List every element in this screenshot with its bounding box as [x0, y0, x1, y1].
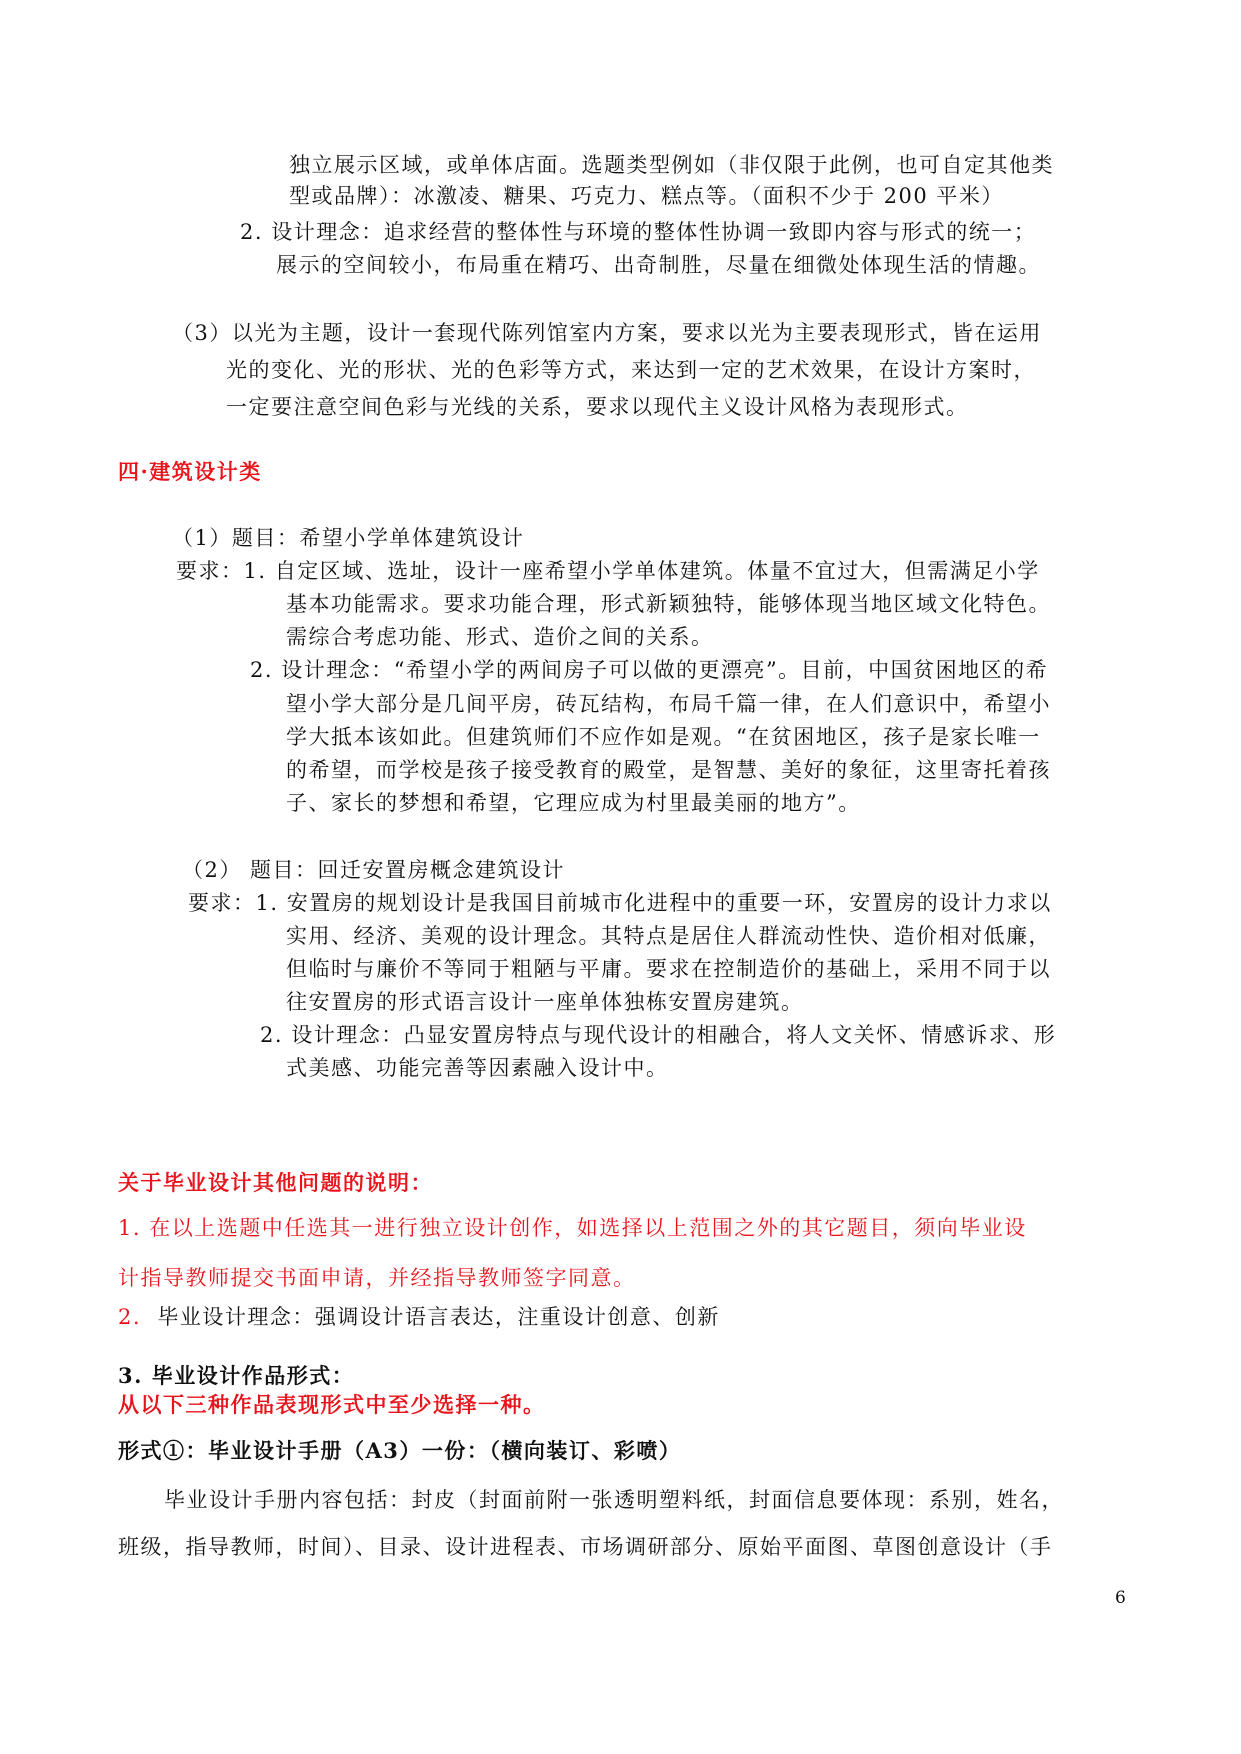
topic3-line-3: 一定要注意空间色彩与光线的关系，要求以现代主义设计风格为表现形式。 — [226, 395, 969, 419]
form-desc-line-1: 毕业设计手册内容包括：封皮（封面前附一张透明塑料纸，封面信息要体现：系别，姓名， — [164, 1488, 1064, 1512]
topic1-req2-line-1: 2. 设计理念：“希望小学的两间房子可以做的更漂亮”。目前，中国贫困地区的希 — [250, 658, 1049, 682]
topic2-req1-line-2: 实用、经济、美观的设计理念。其特点是居住人群流动性快、造价相对低廉， — [286, 924, 1051, 948]
works-form-heading: 3. 毕业设计作品形式： — [118, 1363, 355, 1388]
topic2-req1-line-4: 往安置房的形式语言设计一座单体独栋安置房建筑。 — [286, 990, 804, 1014]
topic1-title: （1）题目：希望小学单体建筑设计 — [172, 526, 525, 550]
page-number: 6 — [1115, 1588, 1126, 1608]
topic2-req2-line-2: 式美感、功能完善等因素融入设计中。 — [286, 1056, 669, 1080]
notes-item2-text: 毕业设计理念：强调设计语言表达，注重设计创意、创新 — [157, 1305, 720, 1329]
topic1-req2-line-4: 的希望，而学校是孩子接受教育的殿堂，是智慧、美好的象征，这里寄托着孩 — [286, 758, 1051, 782]
form-1-title: 形式①：毕业设计手册（A3）一份：（横向装订、彩喷） — [118, 1438, 682, 1463]
topic1-req2-line-3: 学大抵本该如此。但建筑师们不应作如是观。“在贫困地区，孩子是家长唯一 — [286, 725, 1041, 749]
topic2-title: （2） 题目：回迁安置房概念建筑设计 — [182, 858, 566, 882]
topic2-req1-line-3: 但临时与廉价不等同于粗陋与平庸。要求在控制造价的基础上，采用不同于以 — [286, 957, 1051, 981]
design-concept-line-1: 2. 设计理念：追求经营的整体性与环境的整体性协调一致即内容与形式的统一； — [240, 220, 1037, 244]
topic1-req1-line-3: 需综合考虑功能、形式、造价之间的关系。 — [286, 625, 714, 649]
notes-item2-number: 2. — [118, 1305, 142, 1329]
topic2-req2-line-1: 2. 设计理念：凸显安置房特点与现代设计的相融合，将人文关怀、情感诉求、形 — [260, 1023, 1057, 1047]
notes-item1-line-2: 计指导教师提交书面申请，并经指导教师签字同意。 — [118, 1266, 636, 1290]
works-form-subheading: 从以下三种作品表现形式中至少选择一种。 — [118, 1392, 546, 1417]
topic1-req1-line-2: 基本功能需求。要求功能合理，形式新颖独特，能够体现当地区域文化特色。 — [286, 592, 1051, 616]
notes-item1-line-1: 1. 在以上选题中任选其一进行独立设计创作，如选择以上范围之外的其它题目，须向毕业设 — [118, 1216, 1027, 1240]
topic1-req1-line-1: 要求：1. 自定区域、选址，设计一座希望小学单体建筑。体量不宜过大，但需满足小学 — [176, 559, 1040, 583]
topic1-req2-line-5: 子、家长的梦想和希望，它理应成为村里最美丽的地方”。 — [286, 791, 861, 815]
intro-line-2: 型或品牌）：冰激凌、糖果、巧克力、糕点等。（面积不少于 200 平米） — [289, 184, 1004, 208]
notes-item2 — [118, 1302, 720, 1332]
topic3-line-2: 光的变化、光的形状、光的色彩等方式，来达到一定的艺术效果，在设计方案时， — [226, 358, 1036, 382]
intro-line-1: 独立展示区域，或单体店面。选题类型例如（非仅限于此例，也可自定其他类 — [289, 153, 1054, 177]
section4-heading: 四·建筑设计类 — [118, 459, 262, 484]
form-desc-line-2: 班级，指导教师，时间）、目录、设计进程表、市场调研部分、原始平面图、草图创意设计（手 — [118, 1535, 1053, 1559]
topic2-req1-line-1: 要求：1. 安置房的规划设计是我国目前城市化进程中的重要一环，安置房的设计力求以 — [188, 891, 1052, 915]
topic3-line-1: （3）以光为主题，设计一套现代陈列馆室内方案，要求以光为主要表现形式，皆在运用 — [172, 321, 1042, 345]
notes-heading: 关于毕业设计其他问题的说明： — [118, 1170, 433, 1195]
topic1-req2-line-2: 望小学大部分是几间平房，砖瓦结构，布局千篇一律，在人们意识中，希望小 — [286, 692, 1051, 716]
design-concept-line-2: 展示的空间较小，布局重在精巧、出奇制胜，尽量在细微处体现生活的情趣。 — [276, 253, 1041, 277]
